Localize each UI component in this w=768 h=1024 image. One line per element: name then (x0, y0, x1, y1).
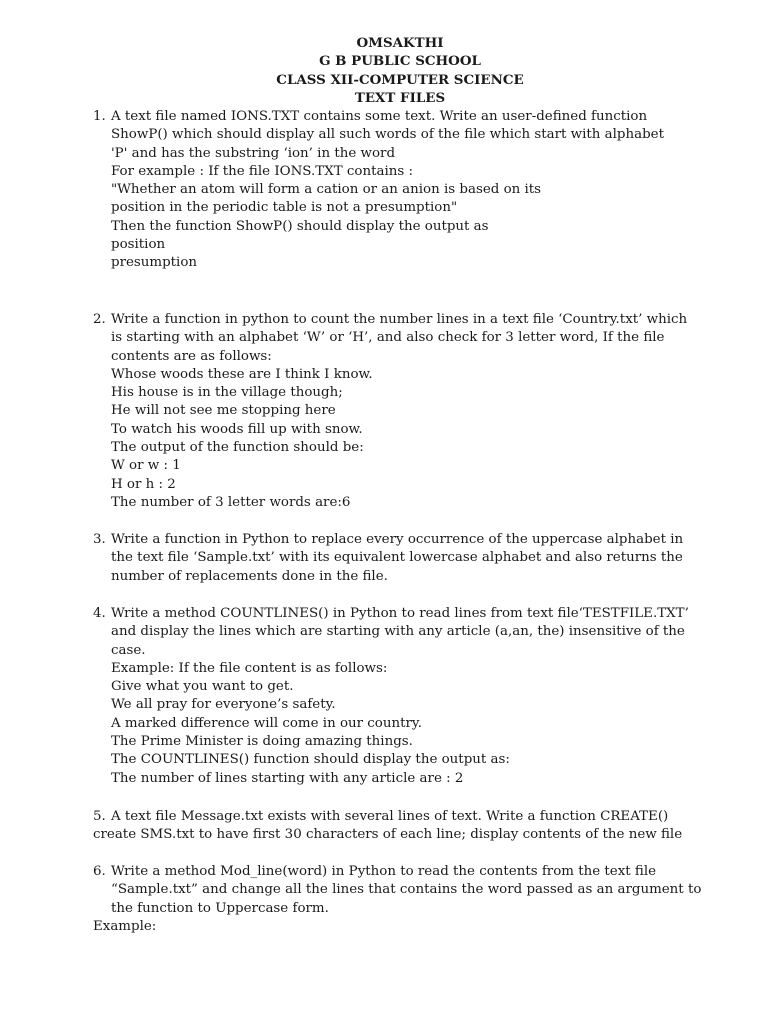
question-line: contents are as follows: (111, 348, 272, 364)
question-line: The number of 3 letter words are:6 (111, 494, 351, 510)
question-line: presumption (111, 255, 198, 271)
question-line: H or h : 2 (111, 476, 176, 492)
question-number: 2. (93, 312, 106, 327)
question-line: We all pray for everyone’s safety. (111, 697, 336, 713)
question-1 (93, 108, 693, 273)
question-line: "Whether an atom will form a cation or an anion is based on its (111, 182, 542, 198)
question-line: To watch his woods fill up with snow. (111, 421, 363, 437)
question-line: The COUNTLINES() function should display the output as: (111, 752, 510, 768)
question-number: 1. (93, 109, 106, 124)
question-line: 'P' and has the substring ‘ion’ in the word (111, 145, 396, 161)
question-line: Write a function in Python to replace every occurrence of the uppercase alphabet in (111, 532, 684, 547)
question-line: He will not see me stopping here (111, 403, 336, 419)
question-line: His house is in the village though; (111, 385, 343, 401)
question-line: the text file ‘Sample.txt’ with its equivalent lowercase alphabet and also returns the (111, 550, 683, 566)
question-line: “Sample.txt” and change all the lines that contains the word passed as an argument to (111, 882, 702, 898)
question-line: the function to Uppercase form. (111, 900, 329, 916)
header-topic: TEXT FILES (354, 90, 446, 107)
question-line: Then the function ShowP() should display the output as (111, 218, 489, 234)
question-line: Whose woods these are I think I know. (111, 366, 373, 382)
question-line: and display the lines which are starting with any article (a,an, the) insensitive of the (111, 624, 685, 640)
question-5 (93, 808, 693, 826)
question-line: Example: If the file content is as follows: (111, 660, 388, 676)
question-line: position (111, 237, 166, 253)
question-number: 3. (93, 532, 106, 547)
question-6-continuation: Example: (93, 919, 157, 934)
question-line: The output of the function should be: (111, 440, 364, 456)
header-title-omsakthi: OMSAKTHI (356, 35, 444, 51)
question-line: Write a method Mod_line(word) in Python to read the contents from the text file (111, 864, 657, 879)
question-line: position in the periodic table is not a presumption" (111, 200, 458, 216)
header-class-subject: CLASS XII-COMPUTER SCIENCE (276, 71, 524, 88)
question-line: Write a method COUNTLINES() in Python to read lines from text file‘TESTFILE.TXT’ (111, 606, 689, 621)
document-header (0, 34, 768, 108)
question-number: 5. (93, 809, 106, 824)
question-line: W or w : 1 (111, 458, 181, 474)
question-line: is starting with an alphabet ‘W’ or ‘H’, and also check for 3 letter word, If the file (111, 330, 665, 346)
question-5-continuation: create SMS.txt to have first 30 characters of each line; display contents of the new file (93, 827, 683, 842)
question-line: number of replacements done in the file. (111, 568, 388, 584)
question-line: A marked difference will come in our country. (111, 715, 422, 731)
question-line: The Prime Minister is doing amazing things. (111, 734, 413, 750)
question-line: Write a function in python to count the number lines in a text file ‘Country.txt’ which (111, 312, 688, 327)
question-line: case. (111, 642, 146, 658)
question-number: 4. (93, 606, 106, 621)
question-line: For example : If the file IONS.TXT contains : (111, 163, 414, 179)
question-line: ShowP() which should display all such words of the file which start with alphabet (111, 127, 664, 143)
header-school-name: G B PUBLIC SCHOOL (319, 53, 481, 70)
question-line: A text file named IONS.TXT contains some text. Write an user-defined function (111, 109, 648, 124)
question-6 (93, 863, 702, 918)
question-2 (93, 311, 693, 512)
question-line: Give what you want to get. (111, 679, 294, 695)
question-line: The number of lines starting with any article are : 2 (111, 770, 464, 786)
question-line: A text file Message.txt exists with several lines of text. Write a function CREATE() (111, 809, 669, 824)
question-number: 6. (93, 864, 106, 879)
question-4 (93, 605, 693, 788)
question-3 (93, 531, 693, 586)
